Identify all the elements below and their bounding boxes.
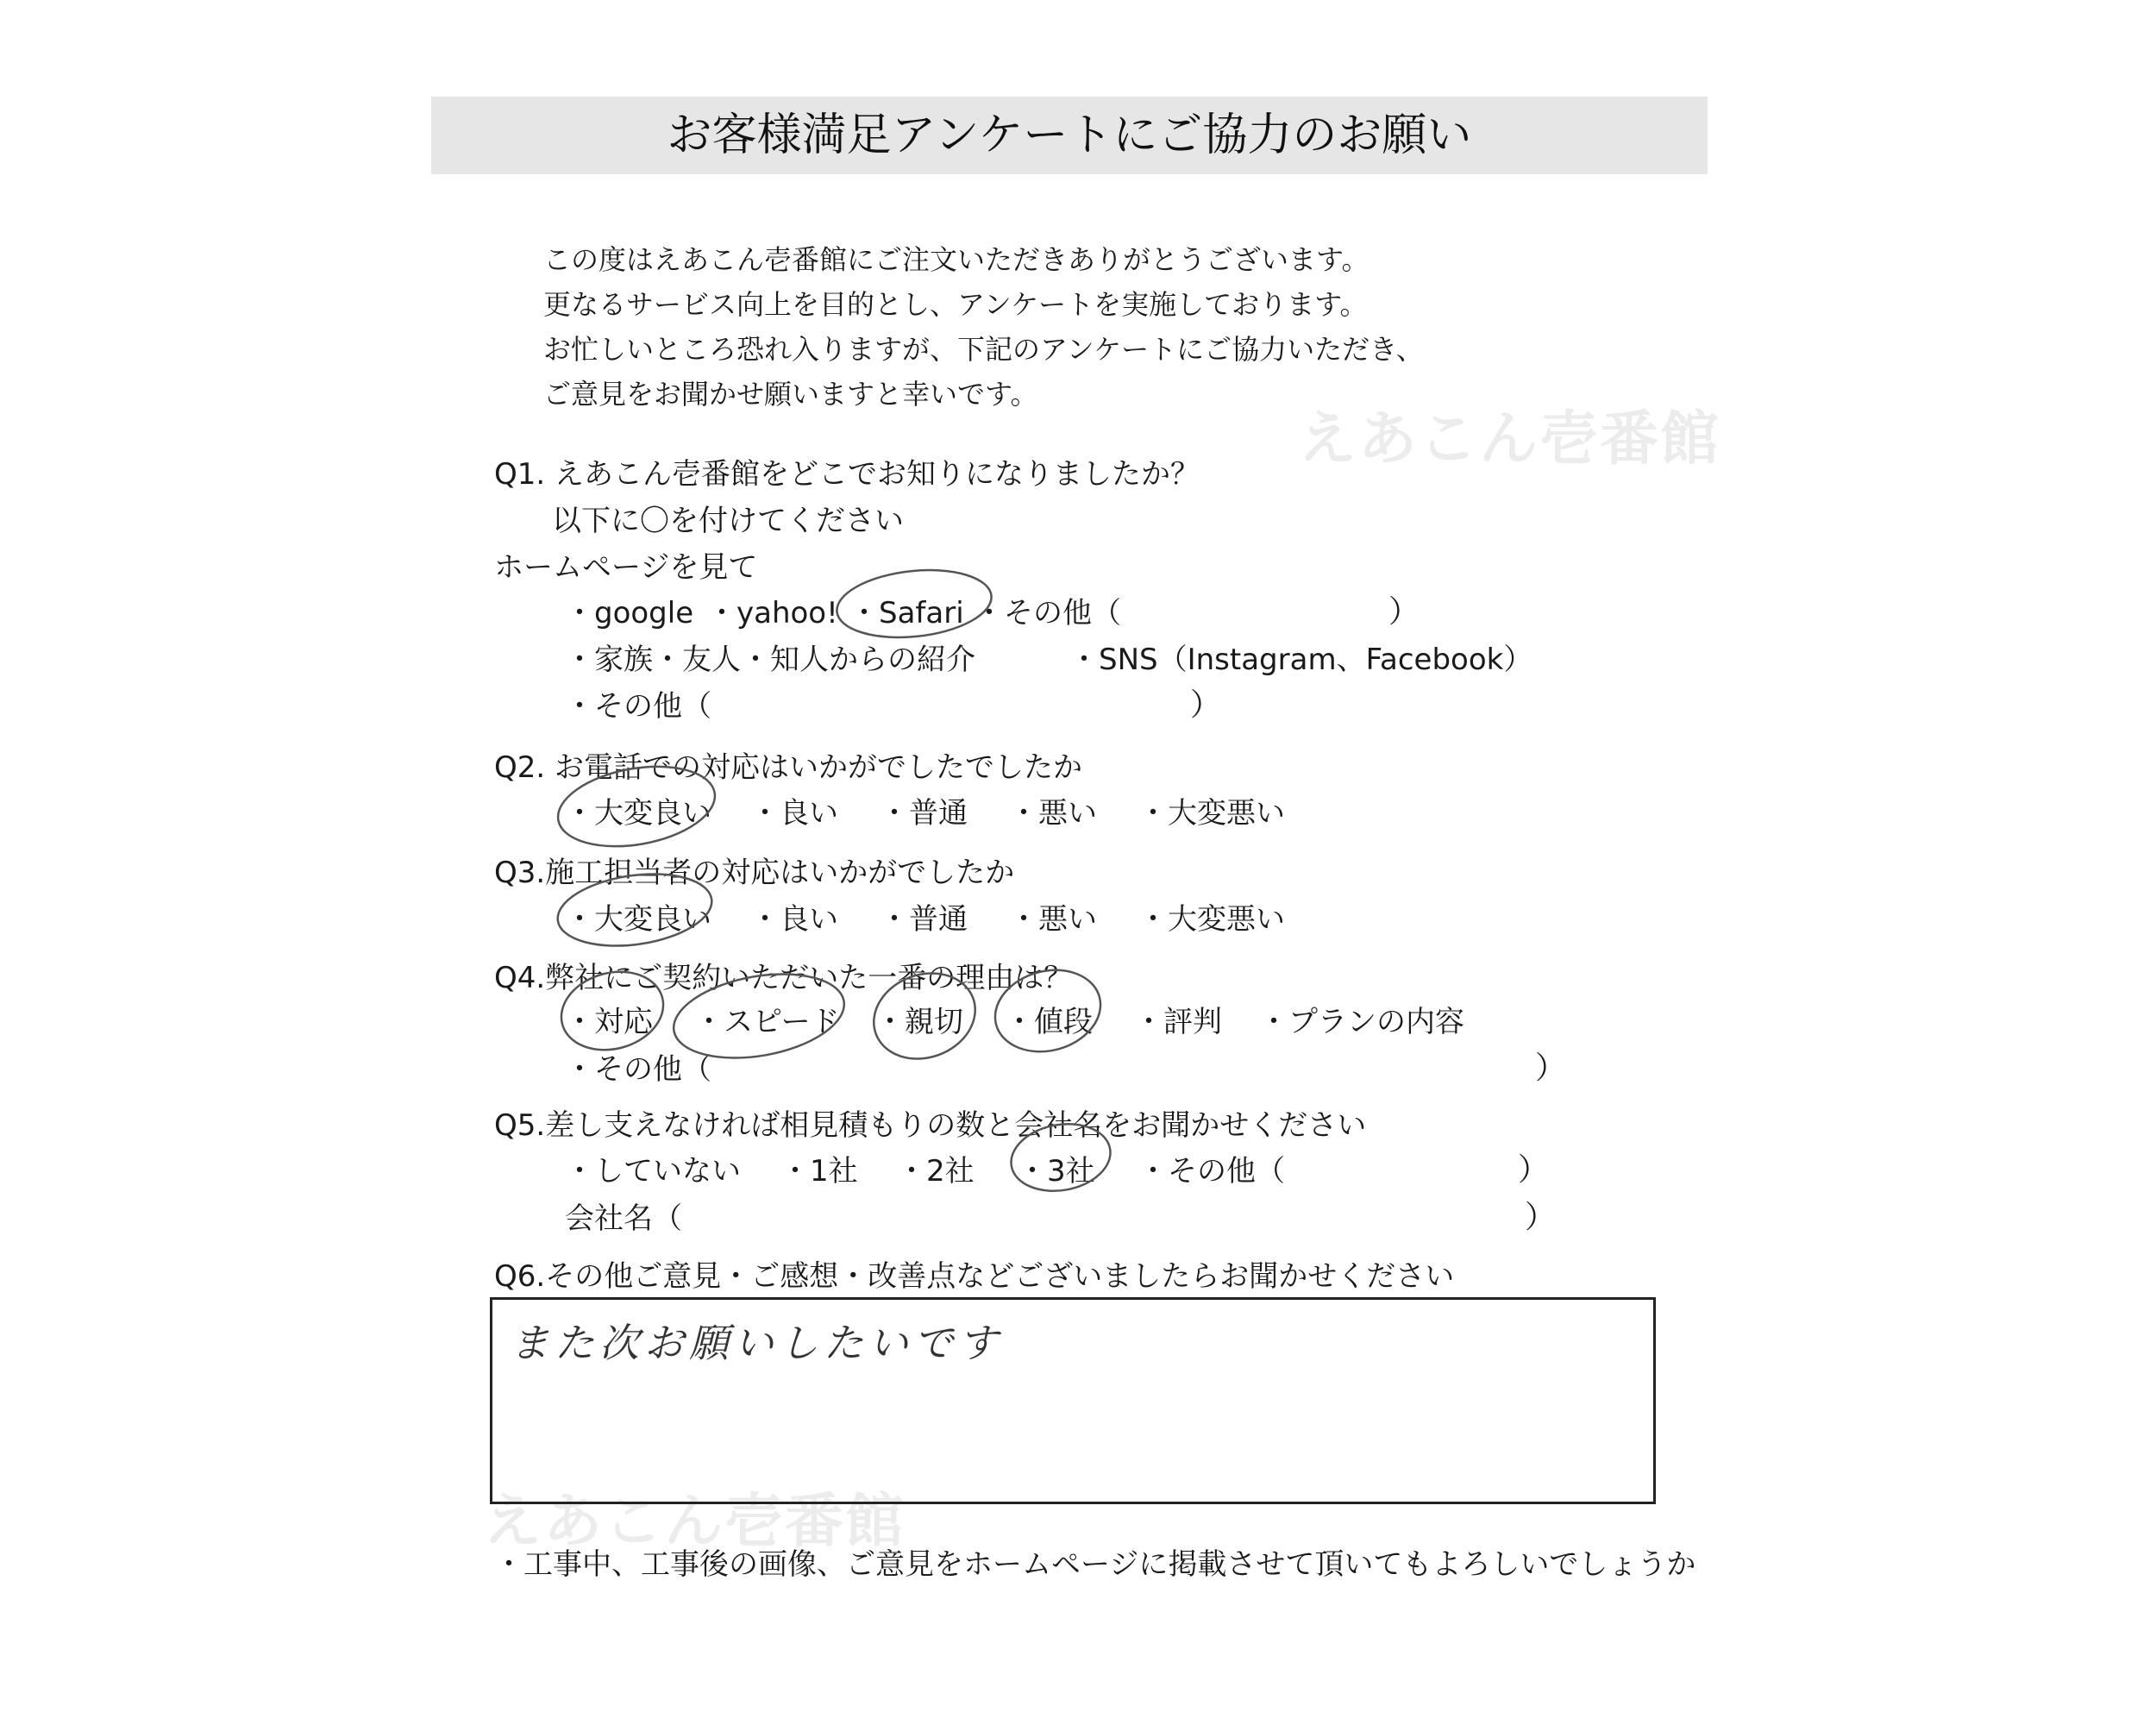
q3-question: Q3.施工担当者の対応はいかがでしたか [494, 856, 1015, 890]
q1-option-google[interactable]: ・google [565, 596, 694, 630]
q5-company-close: ） [1525, 1200, 1557, 1235]
q1-other-2-close: ） [1190, 687, 1222, 723]
q2-option-very-good[interactable]: ・大変良い [565, 796, 711, 831]
q2-option-bad[interactable]: ・悪い [1009, 796, 1097, 831]
q4-other-close: ） [1535, 1051, 1567, 1086]
q2-option-good[interactable]: ・良い [750, 796, 838, 831]
q1-instruction: 以下に〇を付けてください [552, 504, 904, 538]
q6-comment-box[interactable] [490, 1297, 1656, 1504]
q5-option-none[interactable]: ・していない [565, 1154, 741, 1189]
title-bar [431, 97, 1708, 174]
q4-option-other[interactable]: ・その他（ [565, 1052, 711, 1087]
q4-option-price[interactable]: ・値段 [1005, 1005, 1093, 1039]
q5-option-3[interactable]: ・3社 [1018, 1154, 1095, 1189]
q1-option-yahoo[interactable]: ・yahoo! [707, 596, 838, 630]
q6-handwritten-answer: また次お願いしたいです [510, 1320, 1003, 1366]
q1-option-safari[interactable]: ・Safari [849, 596, 964, 630]
q4-option-reputation[interactable]: ・評判 [1134, 1005, 1222, 1039]
q5-option-other[interactable]: ・その他（ [1138, 1154, 1285, 1189]
q3-option-very-bad[interactable]: ・大変悪い [1138, 902, 1285, 937]
q2-option-normal[interactable]: ・普通 [880, 796, 968, 831]
q1-option-other[interactable]: ・その他（ [975, 596, 1121, 630]
q3-option-normal[interactable]: ・普通 [880, 902, 968, 937]
intro-line-1: この度はえあこん壱番館にご注文いただきありがとうございます。 [543, 243, 1369, 276]
q1-option-sns[interactable]: ・SNS（Instagram、Facebook） [1069, 643, 1533, 677]
intro-line-2: 更なるサービス向上を目的とし、アンケートを実施しております。 [543, 288, 1368, 321]
q2-option-very-bad[interactable]: ・大変悪い [1138, 796, 1285, 831]
q4-option-speed[interactable]: ・スピード [694, 1005, 840, 1039]
q5-other-close: ） [1518, 1152, 1550, 1188]
q3-option-good[interactable]: ・良い [750, 902, 838, 937]
q5-option-1[interactable]: ・1社 [780, 1154, 858, 1189]
q1-question: Q1. えあこん壱番館をどこでお知りになりましたか？ [494, 457, 1200, 492]
page-title: お客様満足アンケートにご協力のお願い [667, 110, 1472, 161]
intro-line-4: ご意見をお聞かせ願いますと幸いです。 [543, 378, 1038, 411]
q5-company-label[interactable]: 会社名（ [565, 1201, 682, 1236]
q3-option-very-good[interactable]: ・大変良い [565, 902, 711, 937]
q1-option-family[interactable]: ・家族・友人・知人からの紹介 [565, 643, 975, 677]
q4-option-kindness[interactable]: ・親切 [875, 1005, 963, 1039]
q5-question: Q5.差し支えなければ相見積もりの数と会社名をお聞かせください [494, 1108, 1367, 1143]
watermark-bottom: えあこん壱番館 [483, 1488, 906, 1556]
q2-question: Q2. お電話での対応はいかがでしたでしたか [494, 750, 1083, 785]
q1-homepage-label: ホームページを見て [494, 550, 758, 585]
footer-line-1: ・工事中、工事後の画像、ご意見をホームページに掲載させて頂いてもよろしいでしょうか [494, 1547, 1696, 1582]
q5-option-2[interactable]: ・2社 [897, 1154, 975, 1189]
q4-option-response[interactable]: ・対応 [565, 1005, 653, 1039]
q3-option-bad[interactable]: ・悪い [1009, 902, 1097, 937]
q4-question: Q4.弊社にご契約いただいた一番の理由は？ [494, 961, 1074, 995]
q1-other-close: ） [1388, 594, 1420, 630]
watermark-top: えあこん壱番館 [1298, 405, 1721, 474]
q1-option-other-2[interactable]: ・その他（ [565, 689, 711, 724]
q6-question: Q6.その他ご意見・ご感想・改善点などございましたらお聞かせください [494, 1259, 1455, 1294]
intro-line-3: お忙しいところ恐れ入りますが、下記のアンケートにご協力いただき、 [543, 333, 1424, 366]
q4-option-plan[interactable]: ・プランの内容 [1259, 1005, 1464, 1039]
